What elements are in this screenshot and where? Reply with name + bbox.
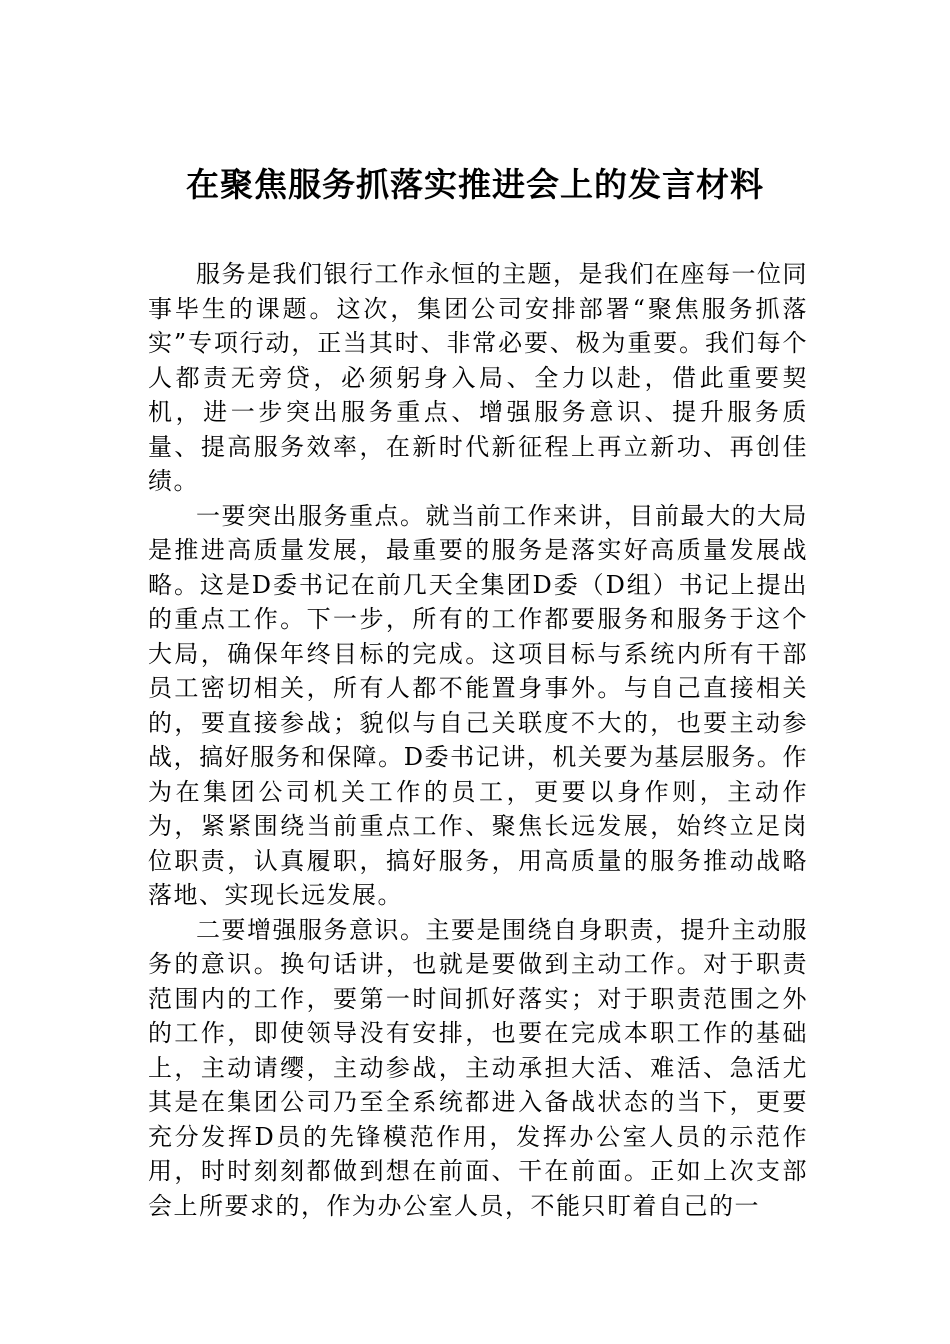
document-title: 在聚焦服务抓落实推进会上的发言材料 <box>186 165 764 204</box>
document-body <box>148 257 808 1223</box>
paragraph-service-awareness: 二要增强服务意识。主要是围绕自身职责，提升主动服务的意识。换句话讲，也就是要做到主动工作。对于职责范围内的工作，要第一时间抓好落实；对于职责范围之外的工作，即使领导没有安排，也要在完成本职工作的基础上，主动请缨，主动参战，主动承担大活、难活、急活尤其是在集团公司乃至全系统都进入备战状态的当下，更要充分发挥D员的先锋模范作用，发挥办公室人员的示范作用，时时刻刻都做到想在前面、干在前面。正如上次支部会上所要求的，作为办公室人员，不能只盯着自己的一 <box>148 915 808 1220</box>
paragraph-service-focus: 一要突出服务重点。就当前工作来讲，目前最大的大局是推进高质量发展，最重要的服务是落实好高质量发展战略。这是D委书记在前几天全集团D委（D组）书记上提出的重点工作。下一步，所有的工作都要服务和服务于这个大局，确保年终目标的完成。这项目标与系统内所有干部员工密切相关，所有人都不能置身事外。与自己直接相关的，要直接参战；貌似与自己关联度不大的，也要主动参战，搞好服务和保障。D委书记讲，机关要为基层服务。作为在集团公司机关工作的员工，更要以身作则，主动作为，紧紧围绕当前重点工作、聚焦长远发展，始终立足岗位职责，认真履职，搞好服务，用高质量的服务推动战略落地、实现长远发展。 <box>148 501 808 909</box>
paragraph-intro: 服务是我们银行工作永恒的主题，是我们在座每一位同事毕生的课题。这次，集团公司安排部署“聚焦服务抓落实”专项行动，正当其时、非常必要、极为重要。我们每个人都责无旁贷，必须躬身入局、全力以赴，借此重要契机，进一步突出服务重点、增强服务意识、提升服务质量、提高服务效率，在新时代新征程上再立新功、再创佳绩。 <box>148 260 808 495</box>
